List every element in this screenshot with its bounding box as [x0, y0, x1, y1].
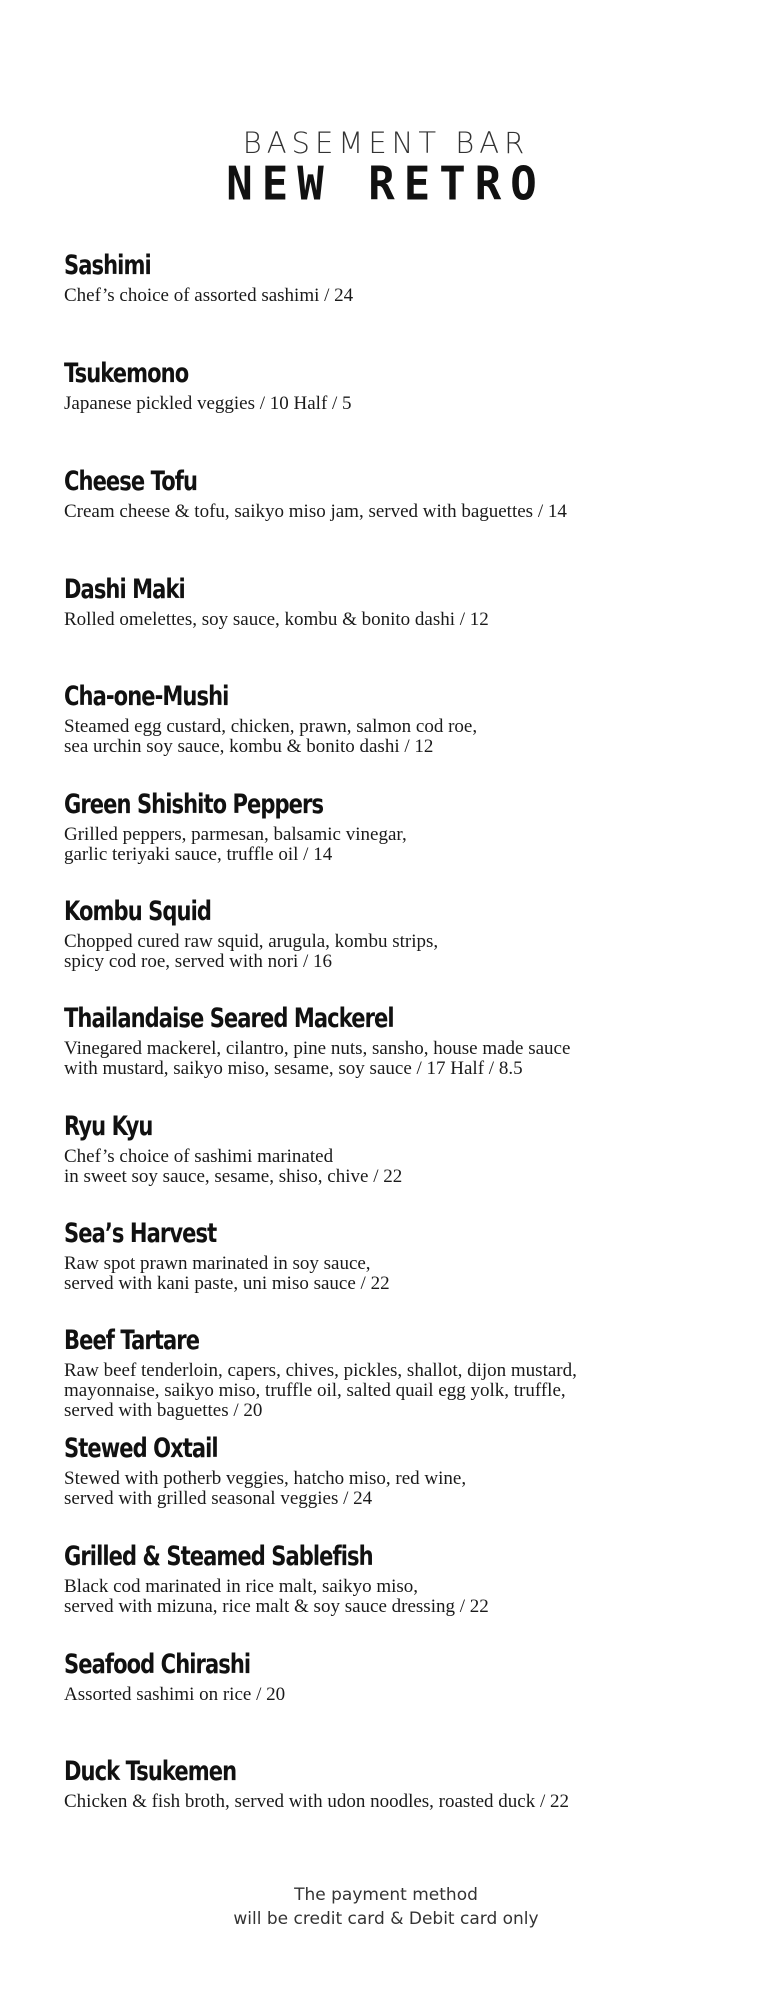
- menu-item-description-line: served with mizuna, rice malt & soy sauce dressing / 22: [64, 1596, 489, 1617]
- menu-item-name: Green Shishito Peppers: [64, 789, 324, 820]
- menu-item-description-line: garlic teriyaki sauce, truffle oil / 14: [64, 844, 333, 865]
- menu-item-name: Sea’s Harvest: [64, 1218, 217, 1249]
- menu-item-description-line: Grilled peppers, parmesan, balsamic vinegar,: [64, 824, 407, 845]
- menu-item: [64, 1323, 724, 1421]
- menu-item-description-line: Cream cheese & tofu, saikyo miso jam, served with baguettes / 14: [64, 501, 567, 522]
- menu-item-description-line: Vinegared mackerel, cilantro, pine nuts, sansho, house made sauce: [64, 1038, 571, 1059]
- menu-item-description-line: Assorted sashimi on rice / 20: [64, 1684, 286, 1705]
- menu-item-description-line: Chef’s choice of sashimi marinated: [64, 1146, 334, 1167]
- menu-item-name: Sashimi: [64, 250, 151, 281]
- menu-item-description: [64, 286, 724, 306]
- menu-item-name: Duck Tsukemen: [64, 1756, 237, 1787]
- menu-item-description-line: Steamed egg custard, chicken, prawn, salmon cod roe,: [64, 716, 478, 737]
- menu-item: [64, 679, 724, 757]
- payment-note-line-1: The payment method: [294, 1885, 478, 1905]
- menu-item-name: Dashi Maki: [64, 574, 185, 605]
- menu-item-description: [64, 1469, 724, 1509]
- menu-item-name: Grilled & Steamed Sablefish: [64, 1541, 373, 1572]
- menu-item-description: [64, 1577, 724, 1617]
- menu-item-description: [64, 825, 724, 865]
- menu-item-description-line: Raw spot prawn marinated in soy sauce,: [64, 1253, 371, 1274]
- menu-item-description: [64, 1361, 724, 1421]
- menu-item-description: [64, 502, 724, 522]
- menu-item: [64, 1647, 724, 1705]
- menu-item: [64, 1001, 724, 1079]
- menu-item-description: [64, 1147, 724, 1187]
- menu-item: [64, 787, 724, 865]
- menu-item-description-line: Chef’s choice of assorted sashimi / 24: [64, 285, 354, 306]
- menu-item: [64, 1539, 724, 1617]
- menu-item-description-line: Black cod marinated in rice malt, saikyo miso,: [64, 1576, 419, 1597]
- menu-item-description-line: Stewed with potherb veggies, hatcho miso, red wine,: [64, 1468, 467, 1489]
- menu-item-description-line: Raw beef tenderloin, capers, chives, pickles, shallot, dijon mustard,: [64, 1360, 577, 1381]
- menu-item: [64, 464, 724, 522]
- menu-item-description: [64, 394, 724, 414]
- menu-item: [64, 1109, 724, 1187]
- menu-item-description-line: with mustard, saikyo miso, sesame, soy sauce / 17 Half / 8.5: [64, 1058, 523, 1079]
- menu-item-description-line: served with baguettes / 20: [64, 1400, 263, 1421]
- menu-item-description-line: Chicken & fish broth, served with udon noodles, roasted duck / 22: [64, 1791, 570, 1812]
- menu-item-name: Beef Tartare: [64, 1325, 200, 1356]
- menu-item-description: [64, 1685, 724, 1705]
- menu-item-description-line: mayonnaise, saikyo miso, truffle oil, salted quail egg yolk, truffle,: [64, 1380, 566, 1401]
- menu-item: [64, 1431, 724, 1509]
- payment-note: [0, 1883, 772, 1931]
- menu-item-description-line: Rolled omelettes, soy sauce, kombu & bonito dashi / 12: [64, 609, 489, 630]
- menu-item-description: [64, 1039, 724, 1079]
- menu-item-description-line: Chopped cured raw squid, arugula, kombu strips,: [64, 931, 439, 952]
- menu-item-name: Cheese Tofu: [64, 466, 198, 497]
- menu-item-description-line: served with grilled seasonal veggies / 24: [64, 1488, 373, 1509]
- menu-item: [64, 1216, 724, 1294]
- payment-note-line-2: will be credit card & Debit card only: [233, 1909, 539, 1929]
- menu-item-name: Cha-one-Mushi: [64, 681, 229, 712]
- menu-item-description: [64, 932, 724, 972]
- menu-item: [64, 572, 724, 630]
- menu-item: [64, 894, 724, 972]
- menu-item-description-line: spicy cod roe, served with nori / 16: [64, 951, 333, 972]
- menu-item: [64, 1754, 724, 1812]
- menu-item-description: [64, 717, 724, 757]
- menu-item-description-line: sea urchin soy sauce, kombu & bonito dashi / 12: [64, 736, 434, 757]
- brand-subtitle: BASEMENT BAR: [242, 126, 530, 160]
- menu-item: [64, 248, 724, 306]
- menu-item-description-line: served with kani paste, uni miso sauce / 22: [64, 1273, 390, 1294]
- menu-item-description: [64, 1254, 724, 1294]
- menu-item: [64, 356, 724, 414]
- menu-item-name: Kombu Squid: [64, 896, 212, 927]
- brand-title: NEW RETRO: [226, 157, 546, 212]
- menu-header: [0, 126, 772, 212]
- menu-item-description-line: Japanese pickled veggies / 10 Half / 5: [64, 393, 352, 414]
- menu-item-name: Tsukemono: [64, 358, 189, 389]
- menu-item-name: Thailandaise Seared Mackerel: [64, 1003, 394, 1034]
- menu-item-name: Seafood Chirashi: [64, 1649, 251, 1680]
- menu-item-name: Stewed Oxtail: [64, 1433, 218, 1464]
- menu-item-name: Ryu Kyu: [64, 1111, 153, 1142]
- menu-item-description: [64, 610, 724, 630]
- menu-item-description-line: in sweet soy sauce, sesame, shiso, chive / 22: [64, 1166, 403, 1187]
- menu-item-description: [64, 1792, 724, 1812]
